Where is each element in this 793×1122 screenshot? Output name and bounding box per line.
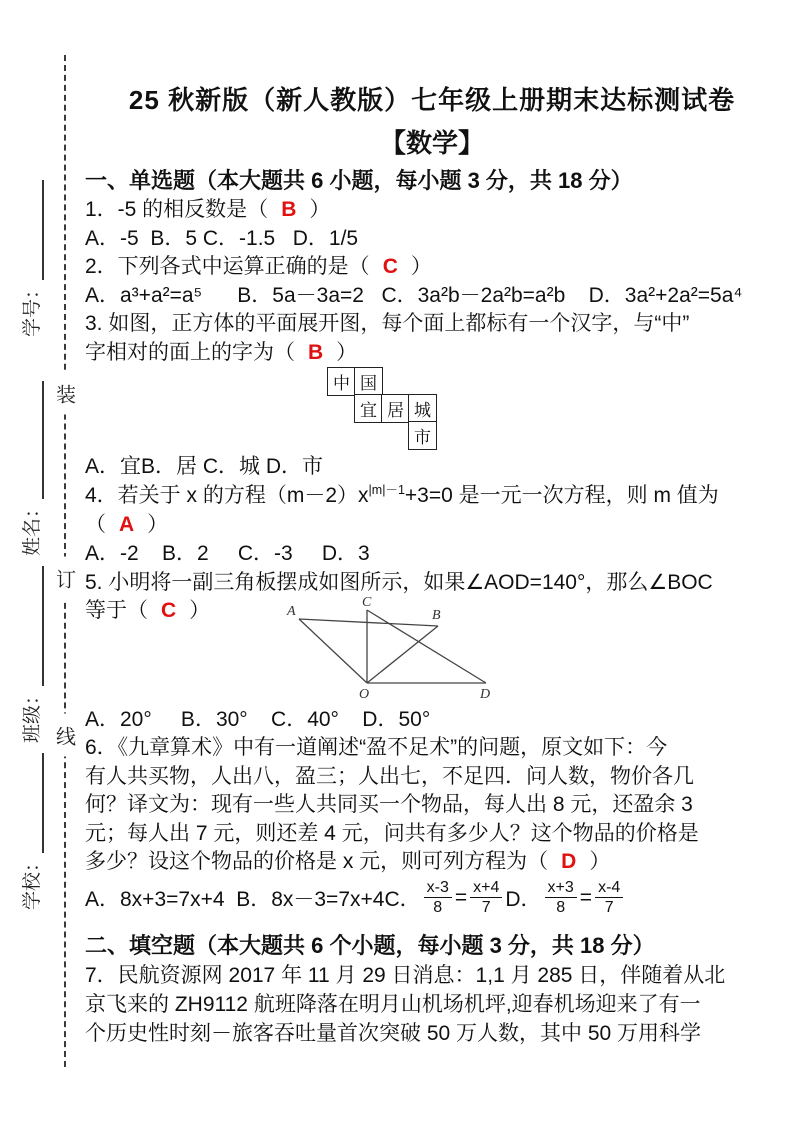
- field-school-label: 学校：: [22, 852, 43, 910]
- question-6-stem-line4: 元；每人出 7 元，则还差 4 元，问共有多少人？这个物品的价格是: [85, 821, 699, 845]
- point-label-b: B: [432, 608, 441, 623]
- answer-4: A: [119, 513, 135, 536]
- binding-char-zhuang: 装: [55, 372, 77, 415]
- q6-fraction-c2: $\frac{x+4}{7}$: [470, 878, 502, 917]
- net-cell-shi: 市: [408, 421, 437, 450]
- field-name-blank: [20, 381, 44, 499]
- q6-fraction-d1: $\frac{x+3}{8}$: [545, 878, 577, 917]
- question-1-options: A．-5 B．5 C．-1.5 D．1/5: [85, 226, 359, 250]
- answer-1: B: [281, 198, 297, 221]
- question-5-stem-line1: 5. 小明将一副三角板摆成如图所示，如果∠AOD=140°，那么∠BOC: [85, 570, 713, 594]
- q6-option-a: A．8x+3=7x+4: [85, 887, 237, 911]
- field-name: [17, 337, 44, 556]
- field-school: [17, 743, 44, 910]
- question-4-stem: 4．若关于 x 的方程$(m-2)x^{|m|-1}+3=0$ 是一元一次方程，则 m 值为: [85, 482, 719, 507]
- field-student-id-label: 学号：: [22, 279, 43, 337]
- point-label-c: C: [362, 595, 372, 610]
- page-subtitle: 【数学】: [379, 128, 484, 158]
- field-student-id-blank: [20, 180, 44, 280]
- cube-net-figure: [327, 367, 779, 453]
- question-3-stem-line1: 3. 如图，正方体的平面展开图，每个面上都标有一个汉字，与“中”: [85, 312, 690, 335]
- question-1-stem: 1．-5 的相反数是（ B ）: [85, 198, 331, 221]
- triangle-figure-spacer: [85, 626, 779, 706]
- q6-equals-1: =: [454, 885, 468, 909]
- q6-option-b: B．8x－3=7x+4: [236, 887, 385, 911]
- q6-option-c-label: C．: [384, 887, 421, 911]
- answer-2: C: [382, 255, 398, 278]
- question-5-stem-line2: 等于（ C ）: [85, 599, 211, 622]
- question-2-options: A．a³+a²=a⁵ B．5a－3a=2 C．3a²b－2a²b=a²b D．3a²+2a²=5a⁴: [85, 283, 743, 307]
- question-4-answer-line: （ A ）: [85, 513, 169, 536]
- q6-fraction-c1: $\frac{x-3}{8}$: [424, 878, 452, 917]
- question-5-options: A．20° B．30° C．40° D．50°: [85, 707, 431, 731]
- answer-6: D: [561, 850, 577, 873]
- section-one-header: 一、单选题（本大题共 6 小题，每小题 3 分，共 18 分）: [85, 168, 633, 193]
- point-label-a: A: [287, 604, 296, 619]
- question-2-stem: 2．下列各式中运算正确的是（ C ）: [85, 255, 432, 278]
- answer-3: B: [308, 340, 324, 364]
- field-class-blank: [20, 566, 44, 686]
- question-6-stem-line1: 6．《九章算术》中有一道阐述“盈不足术”的问题，原文如下：今: [85, 736, 668, 759]
- question-6-stem-line2: 有人共买物，人出八，盈三；人出七，不足四．问人数，物价各几: [85, 764, 694, 788]
- field-name-label: 姓名：: [22, 498, 43, 556]
- point-label-o: O: [359, 687, 370, 702]
- point-label-d: D: [480, 687, 491, 702]
- question-7-line3: 个历史性时刻－旅客吞吐量首次突破 50 万人数，其中 50 万用科学: [85, 1021, 702, 1045]
- binding-char-ding: 订: [55, 557, 77, 600]
- question-4-options: A．-2 B．2 C．-3 D．3: [85, 542, 370, 565]
- question-7-line1: 7．民航资源网 2017 年 11 月 29 日消息：1,1 月 285 日，伴随着从北: [85, 963, 726, 987]
- field-school-blank: [20, 753, 44, 853]
- question-6-stem-line5: 多少？设这个物品的价格是 x 元，则可列方程为（ D ）: [85, 850, 611, 873]
- field-class: [17, 556, 44, 743]
- question-4-exponent: |m|－1: [368, 482, 405, 497]
- net-cell-yi: 宜: [354, 394, 383, 423]
- page-title: 25 秋新版（新人教版）七年级上册期末达标测试卷: [128, 85, 736, 115]
- q6-option-d-label: D．: [505, 887, 542, 911]
- field-student-id: [17, 180, 44, 337]
- net-cell-zhong: 中: [327, 367, 356, 396]
- q6-equals-2: =: [579, 885, 593, 909]
- question-6-stem-line3: 何？译文为：现有一些人共同买一个物品，每人出 8 元，还盈余 3: [85, 793, 693, 816]
- question-3-stem-line2: 字相对的面上的字为（ B ）: [85, 340, 358, 364]
- question-7: [85, 961, 779, 1048]
- question-7-line2: 京飞来的 ZH9112 航班降落在明月山机场机坪,迎春机场迎来了有一: [85, 992, 701, 1016]
- question-6-options: [85, 877, 779, 919]
- net-cell-cheng: 城: [408, 394, 437, 423]
- section-two-header: 二、填空题（本大题共 6 个小题，每小题 3 分，共 18 分）: [85, 932, 655, 958]
- answer-5: C: [161, 599, 177, 622]
- student-info-fields: [14, 168, 44, 910]
- q6-fraction-d2: $\frac{x-4}{7}$: [595, 878, 623, 917]
- field-class-label: 班级：: [22, 685, 43, 743]
- test-paper: [85, 76, 779, 1048]
- question-3-options: A．宜B．居 C．城 D．市: [85, 455, 324, 478]
- net-cell-guo: 国: [354, 367, 383, 396]
- binding-char-xian: 线: [55, 714, 77, 757]
- net-cell-ju: 居: [381, 394, 410, 423]
